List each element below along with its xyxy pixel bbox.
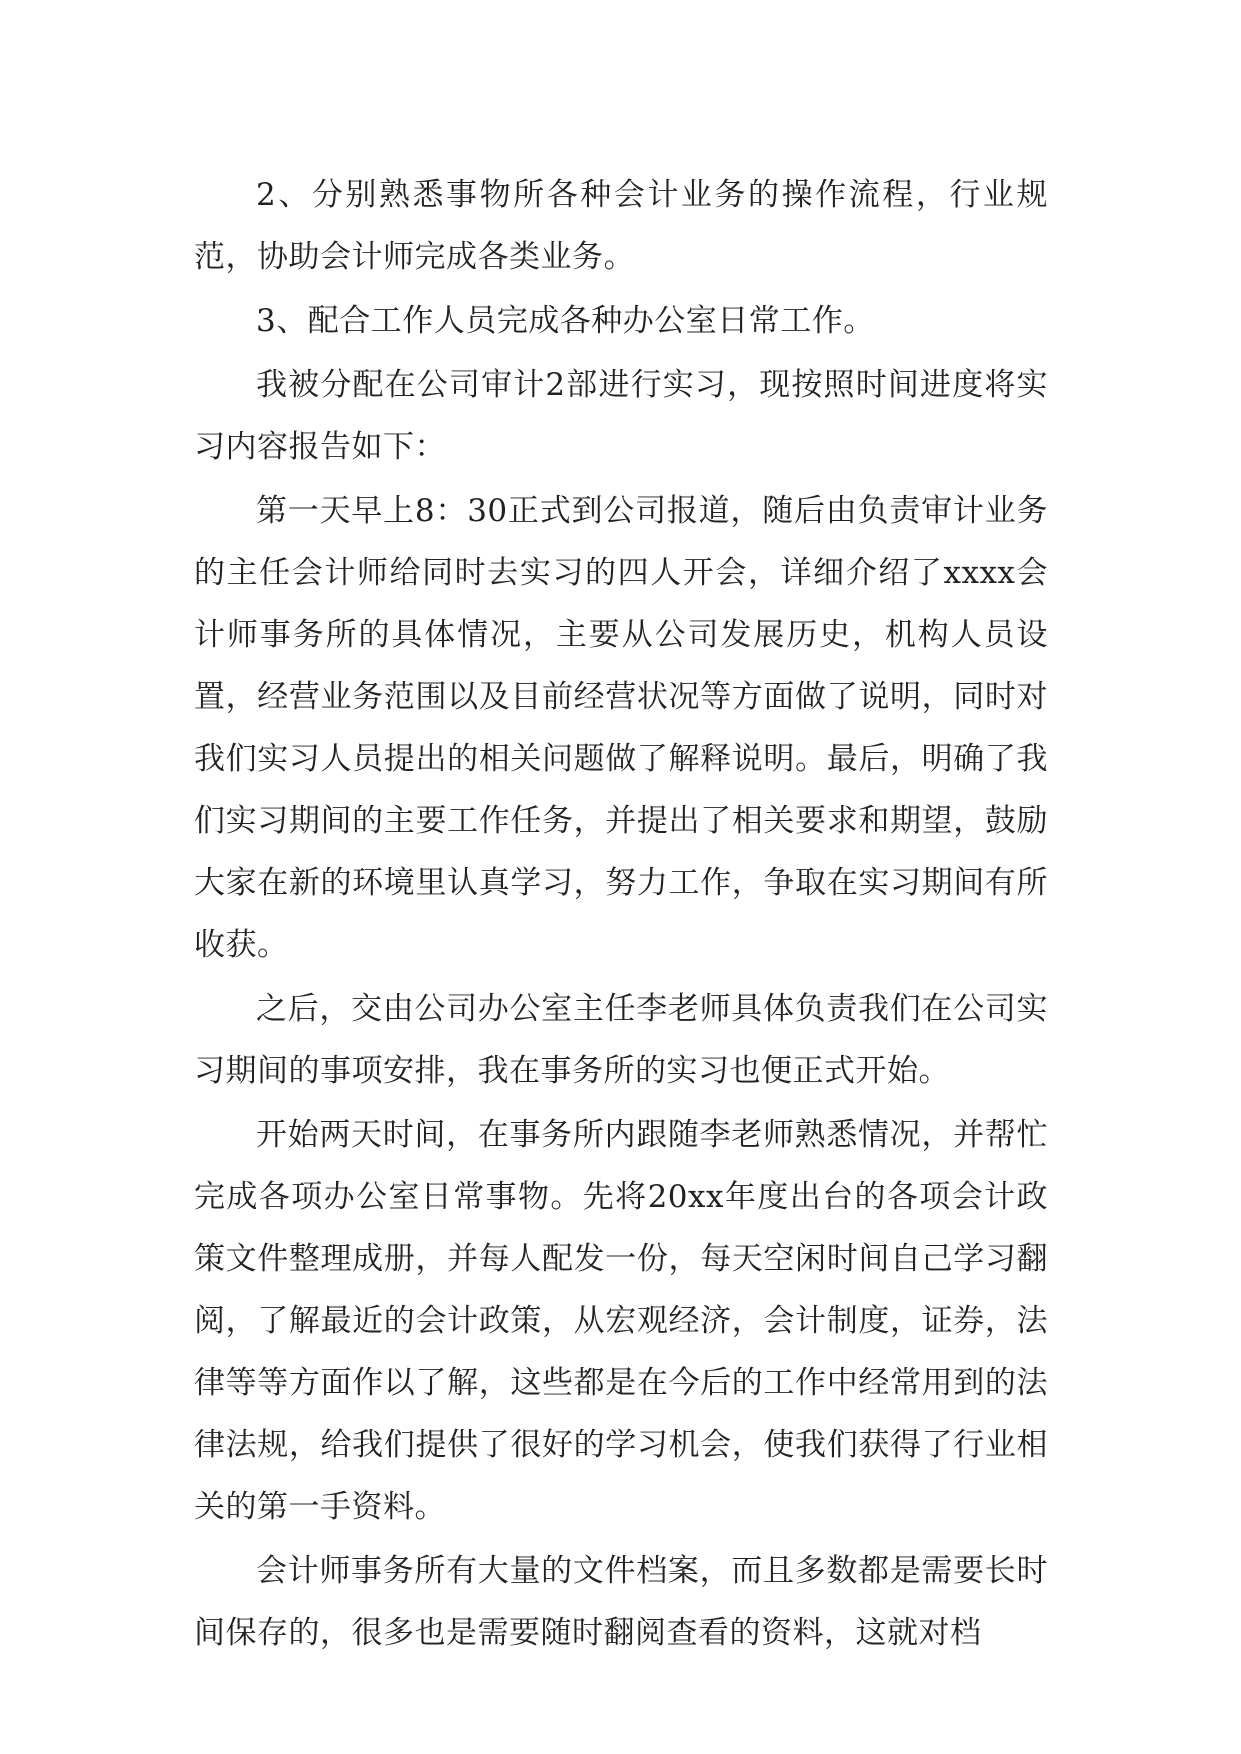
paragraph-item-2: 2、分别熟悉事物所各种会计业务的操作流程，行业规范，协助会计师完成各类业务。 [194,177,1048,275]
paragraph-afterwards: 之后，交由公司办公室主任李老师具体负责我们在公司实习期间的事项安排，我在事务所的实习也便正式开始。 [194,991,1048,1089]
paragraph-item-3: 3、配合工作人员完成各种办公室日常工作。 [256,303,875,339]
document-body [194,164,1048,1664]
paragraph-first-two-days: 开始两天时间，在事务所内跟随李老师熟悉情况，并帮忙完成各项办公室日常事物。先将20xx年度出台的各项会计政策文件整理成册，并每人配发一份，每天空闲时间自己学习翻阅，了解最近的会计政策，从宏观经济，会计制度，证券，法律等等方面作以了解，这些都是在今后的工作中经常用到的法律法规，给我们提供了很好的学习机会，使我们获得了行业相关的第一手资料。 [194,1117,1048,1525]
paragraph-assignment: 我被分配在公司审计2部进行实习，现按照时间进度将实习内容报告如下： [194,367,1048,465]
paragraph-first-day: 第一天早上8：30正式到公司报道，随后由负责审计业务的主任会计师给同时去实习的四人开会，详细介绍了xxxx会计师事务所的具体情况，主要从公司发展历史，机构人员设置，经营业务范围以及目前经营状况等方面做了说明，同时对我们实习人员提出的相关问题做了解释说明。最后，明确了我们实习期间的主要工作任务，并提出了相关要求和期望，鼓励大家在新的环境里认真学习，努力工作，争取在实习期间有所收获。 [194,493,1048,963]
paragraph-archives: 会计师事务所有大量的文件档案，而且多数都是需要长时间保存的，很多也是需要随时翻阅查看的资料，这就对档 [194,1553,1048,1651]
